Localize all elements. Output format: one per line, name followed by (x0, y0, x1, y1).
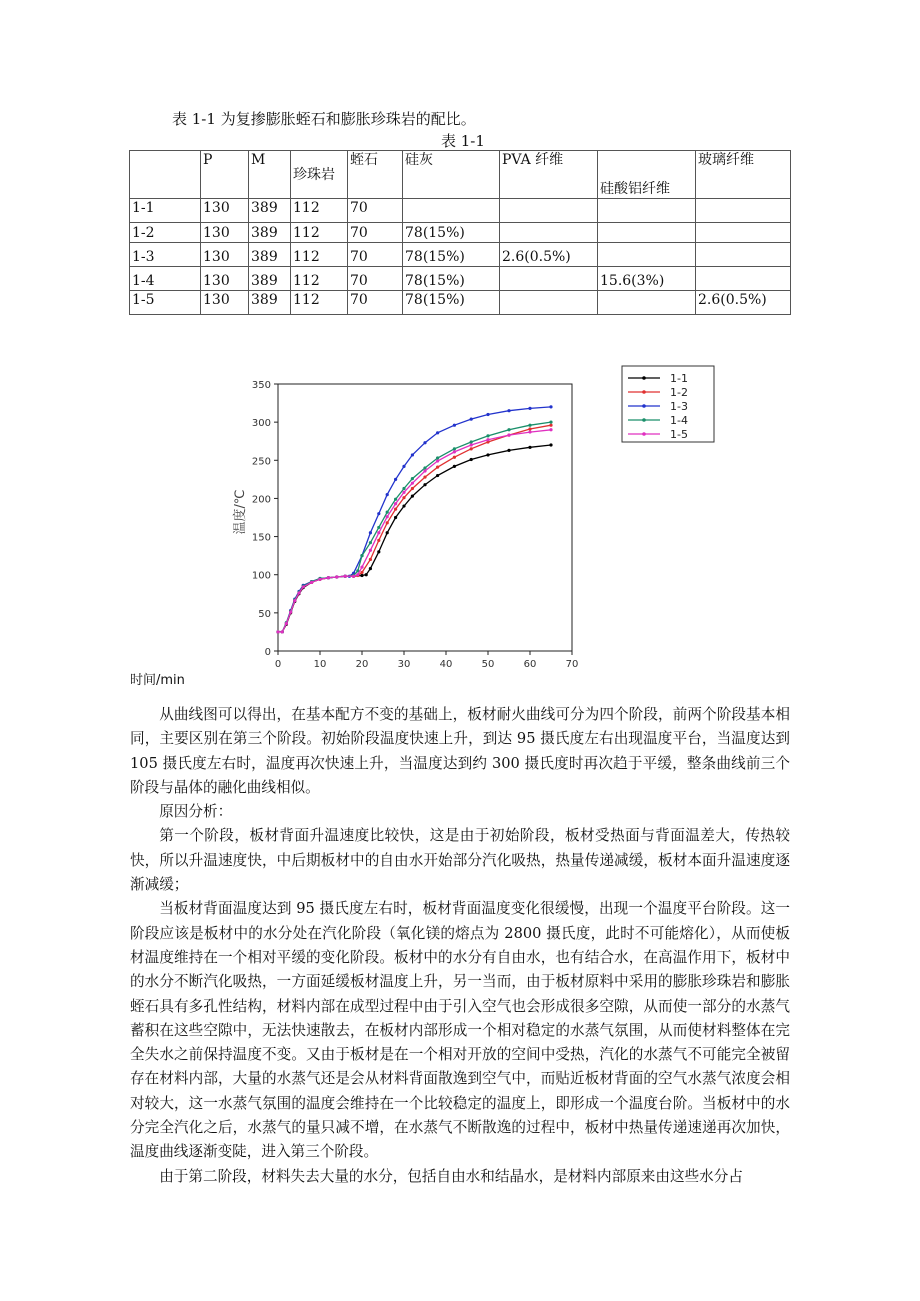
x-tick-label: 40 (439, 659, 453, 670)
table-caption: 表 1-1 (441, 132, 485, 150)
y-tick-label: 50 (258, 608, 271, 620)
cell: 112 (291, 267, 348, 291)
data-point (360, 565, 363, 568)
data-point (507, 434, 510, 437)
legend-label: 1-2 (670, 386, 688, 399)
cell: 389 (249, 243, 291, 267)
data-point (386, 493, 389, 496)
legend-label: 1-1 (670, 372, 688, 385)
data-point (377, 531, 380, 534)
data-point (377, 512, 380, 515)
cell: 389 (249, 199, 291, 223)
cell: 1-2 (130, 223, 201, 243)
data-point (276, 630, 279, 633)
data-point (360, 554, 363, 557)
cell: 389 (249, 223, 291, 243)
data-point (423, 469, 426, 472)
cell: 130 (201, 223, 249, 243)
header-cell: 硅酸铝纤维 (598, 151, 696, 199)
data-point (344, 575, 347, 578)
data-point (293, 599, 296, 602)
x-tick-label: 20 (355, 659, 369, 670)
data-point (411, 453, 414, 456)
data-point (486, 413, 489, 416)
cell: 1-1 (130, 199, 201, 223)
data-point (423, 466, 426, 469)
legend-label: 1-5 (670, 428, 688, 441)
cell: 70 (348, 199, 403, 223)
cell: 112 (291, 291, 348, 315)
cell: 78(15%) (403, 243, 500, 267)
cell (696, 199, 791, 223)
data-point (386, 531, 389, 534)
data-point (360, 574, 363, 577)
header-cell: M (249, 151, 291, 199)
data-point (356, 573, 359, 576)
table-row (130, 291, 791, 315)
data-point (394, 516, 397, 519)
header-cell: P (201, 151, 249, 199)
y-axis-label: 温度/℃ (233, 489, 248, 535)
data-point (549, 424, 552, 427)
data-point (411, 477, 414, 480)
cell (500, 291, 598, 315)
cell: 78(15%) (403, 223, 500, 243)
data-point (470, 417, 473, 420)
cell: 1-3 (130, 243, 201, 267)
cell: 2.6(0.5%) (696, 291, 791, 315)
legend-marker (642, 404, 646, 408)
cell: 389 (249, 267, 291, 291)
data-point (486, 438, 489, 441)
data-point (394, 478, 397, 481)
data-point (285, 622, 288, 625)
data-point (394, 498, 397, 501)
data-point (297, 591, 300, 594)
data-point (423, 441, 426, 444)
cell (696, 267, 791, 291)
data-point (377, 526, 380, 529)
data-point (470, 443, 473, 446)
header-cell (130, 151, 201, 199)
data-point (310, 581, 313, 584)
data-point (402, 487, 405, 490)
y-tick-label: 250 (251, 456, 271, 468)
data-point (436, 474, 439, 477)
data-point (486, 453, 489, 456)
data-point (470, 458, 473, 461)
cell (598, 243, 696, 267)
cell: 1-4 (130, 267, 201, 291)
data-point (423, 483, 426, 486)
data-point (394, 502, 397, 505)
data-point (365, 573, 368, 576)
data-point (453, 450, 456, 453)
cell: 70 (348, 291, 403, 315)
x-tick-label: 60 (523, 659, 537, 670)
data-point (549, 405, 552, 408)
data-point (436, 431, 439, 434)
cell: 130 (201, 291, 249, 315)
legend-marker (642, 376, 646, 380)
data-point (411, 495, 414, 498)
x-tick-label: 30 (397, 659, 411, 670)
data-point (528, 424, 531, 427)
data-point (507, 449, 510, 452)
data-point (423, 475, 426, 478)
cell: 15.6(3%) (598, 267, 696, 291)
cell (598, 199, 696, 223)
data-point (436, 466, 439, 469)
legend-label: 1-4 (670, 414, 688, 427)
data-point (327, 576, 330, 579)
cell: 2.6(0.5%) (500, 243, 598, 267)
data-point (470, 440, 473, 443)
cell: 130 (201, 243, 249, 267)
data-point (369, 567, 372, 570)
data-point (411, 487, 414, 490)
data-point (369, 558, 372, 561)
data-point (436, 456, 439, 459)
paragraph: 从曲线图可以得出，在基本配方不变的基础上，板材耐火曲线可分为四个阶段，前两个阶段基本相同，主要区别在第三个阶段。初始阶段温度快速上升，到达 95 摄氏度左右出现温度平台，当温度达到 105 摄氏度左右时，温度再次快速上升，当温度达到约 300 摄氏度时再次趋于平缓，整条曲线前三个阶段与晶体的融化曲线相似。 (130, 706, 790, 796)
data-point (289, 610, 292, 613)
data-point (470, 447, 473, 450)
data-point (402, 496, 405, 499)
table-header-row (130, 151, 791, 199)
header-cell: PVA 纤维 (500, 151, 598, 199)
paragraph: 当板材背面温度达到 95 摄氏度左右时，板材背面温度变化很缓慢，出现一个温度平台阶段。这一阶段应该是板材中的水分处在汽化阶段（氧化镁的熔点为 2800 摄氏度，此时不可能熔化），从而使板材温度维持在一个相对平缓的变化阶段。板材中的水分有自由水，也有结合水，在高温作用下，板材中的水分不断汽化吸热，一方面延缓板材温度上升，另一当而，由于板材原料中采用的膨胀珍珠岩和膨胀蛭石具有多孔性结构，材料内部在成型过程中由于引入空气也会形成很多空隙，从而使一部分的水蒸气蓄积在这些空隙中，无法快速散去，在板材内部形成一个相对稳定的水蒸气氛围，从而使材料整体在完全失水之前保持温度不变。又由于板材是在一个相对开放的空间中受热，汽化的水蒸气不可能完全被留存在材料内部，大量的水蒸气还是会从材料背面散逸到空气中，而贴近板材背面的空气水蒸气浓度会相对较大，这一水蒸气氛围的温度会维持在一个比较稳定的温度上，即形成一个温度台阶。当板材中的水分完全汽化之后，水蒸气的量只减不增，在水蒸气不断散逸的过程中，板材中热量传递速递再次加快，温度曲线逐渐变陡，进入第三个阶段。 (130, 900, 790, 1161)
cell: 70 (348, 267, 403, 291)
paragraph: 由于第二阶段，材料失去大量的水分，包括自由水和结晶水，是材料内部原来由这些水分占 (159, 1167, 743, 1185)
series-line-1-5 (278, 430, 551, 632)
header-cell: 蛭石 (348, 151, 403, 199)
data-point (281, 630, 284, 633)
data-point (318, 578, 321, 581)
x-axis-label: 时间/min (130, 673, 185, 688)
table-row (130, 243, 791, 267)
data-point (436, 459, 439, 462)
data-point (453, 465, 456, 468)
series-line-1-3 (278, 407, 551, 632)
cell: 112 (291, 223, 348, 243)
y-tick-label: 350 (251, 380, 271, 391)
cell: 78(15%) (403, 267, 500, 291)
cell (403, 199, 500, 223)
data-point (549, 443, 552, 446)
data-point (335, 575, 338, 578)
data-point (386, 515, 389, 518)
data-point (528, 430, 531, 433)
data-point (453, 456, 456, 459)
plot-frame (278, 384, 572, 651)
cell (500, 267, 598, 291)
temperature-curve-chart (230, 362, 730, 674)
data-point (369, 541, 372, 544)
y-tick-label: 100 (251, 570, 271, 582)
legend-marker (642, 432, 646, 436)
table-row (130, 223, 791, 243)
legend-marker (642, 418, 646, 422)
data-point (402, 465, 405, 468)
data-point (369, 549, 372, 552)
cell (500, 223, 598, 243)
cell: 70 (348, 243, 403, 267)
cell (696, 243, 791, 267)
data-point (377, 539, 380, 542)
data-point (402, 504, 405, 507)
cell (696, 223, 791, 243)
legend-marker (642, 390, 646, 394)
data-point (549, 421, 552, 424)
cell (500, 199, 598, 223)
legend-label: 1-3 (670, 400, 688, 413)
data-point (352, 575, 355, 578)
cell: 130 (201, 199, 249, 223)
x-tick-label: 10 (313, 659, 327, 670)
intro-text: 表 1-1 为复掺膨胀蛭石和膨胀珍珠岩的配比。 (172, 110, 476, 128)
data-point (507, 409, 510, 412)
data-point (394, 508, 397, 511)
data-point (402, 491, 405, 494)
x-tick-label: 70 (565, 659, 579, 670)
data-point (528, 446, 531, 449)
table-row (130, 199, 791, 223)
paragraph: 第一个阶段，板材背面升温速度比较快，这是由于初始阶段，板材受热面与背面温差大，传热较快，所以升温速度快，中后期板材中的自由水开始部分汽化吸热，热量传递减缓，板材本面升温速度逐渐减缓； (130, 827, 790, 894)
data-point (453, 447, 456, 450)
data-point (386, 511, 389, 514)
data-point (507, 428, 510, 431)
data-point (549, 428, 552, 431)
data-point (528, 427, 531, 430)
data-point (302, 585, 305, 588)
x-tick-label: 0 (274, 659, 282, 670)
data-point (453, 424, 456, 427)
data-point (411, 482, 414, 485)
y-tick-label: 0 (264, 647, 271, 658)
series-line-1-1 (278, 445, 551, 632)
series-line-1-2 (278, 425, 551, 632)
data-point (377, 550, 380, 553)
cell: 1-5 (130, 291, 201, 315)
y-tick-label: 200 (251, 494, 271, 506)
cell (598, 223, 696, 243)
mix-ratio-table (129, 150, 791, 315)
plot-area (252, 366, 714, 670)
data-point (486, 434, 489, 437)
data-point (528, 407, 531, 410)
cell: 70 (348, 223, 403, 243)
body-text (130, 703, 790, 1189)
x-tick-label: 50 (481, 659, 495, 670)
cell: 112 (291, 199, 348, 223)
cell: 78(15%) (403, 291, 500, 315)
header-cell: 珍珠岩 (291, 151, 348, 199)
paragraph: 原因分析： (159, 803, 233, 821)
table-row (130, 267, 791, 291)
data-point (360, 571, 363, 574)
y-tick-label: 150 (251, 532, 271, 544)
cell: 130 (201, 267, 249, 291)
header-cell: 玻璃纤维 (696, 151, 791, 199)
cell: 112 (291, 243, 348, 267)
y-tick-label: 300 (251, 418, 271, 430)
data-point (386, 521, 389, 524)
header-cell: 硅灰 (403, 151, 500, 199)
cell: 389 (249, 291, 291, 315)
cell (598, 291, 696, 315)
data-point (369, 531, 372, 534)
